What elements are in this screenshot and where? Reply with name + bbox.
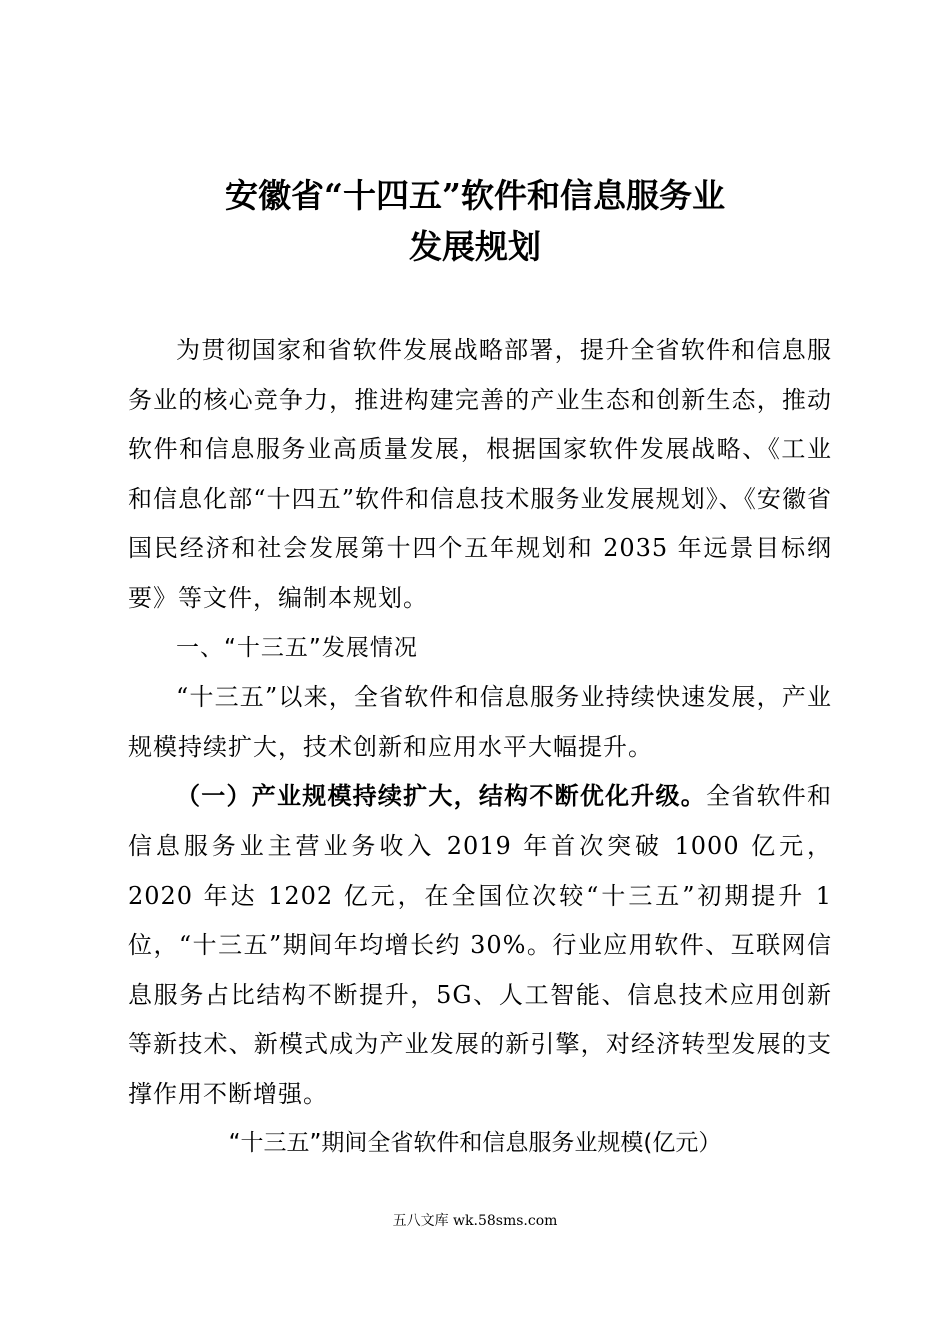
- document-body: [128, 326, 832, 1120]
- subsection-1-heading: （一）产业规模持续扩大，结构不断优化升级。: [176, 782, 707, 811]
- section-heading-1: 一、“十三五”发展情况: [176, 634, 418, 661]
- document-title-line1: 安徽省“十四五”软件和信息服务业: [225, 176, 725, 215]
- section1-paragraph: “十三五”以来，全省软件和信息服务业持续快速发展，产业规模持续扩大，技术创新和应用水平大幅提升。: [128, 683, 832, 761]
- intro-paragraph: 为贯彻国家和省软件发展战略部署，提升全省软件和信息服务业的核心竞争力，推进构建完善的产业生态和创新生态，推动软件和信息服务业高质量发展，根据国家软件发展战略、《工业和信息化部“十四五”软件和信息技术服务业发展规划》、《安徽省国民经济和社会发展第十四个五年规划和 2035 年远景目标纲要》等文件，编制本规划。: [128, 336, 832, 612]
- subsection-1-text: 全省软件和信息服务业主营业务收入 2019 年首次突破 1000 亿元，2020 年达 1202 亿元，在全国位次较“十三五”初期提升 1 位，“十三五”期间年均增长约 30%。行业应用软件、互联网信息服务占比结构不断提升，5G、人工智能、信息技术应用创新等新技术、新模式成为产业发展的新引擎，对经济转型发展的支撑作用不断增强。: [128, 782, 833, 1108]
- subsection-1-paragraph: [128, 772, 832, 1119]
- table-caption: “十三五”期间全省软件和信息服务业规模(亿元）: [228, 1130, 722, 1156]
- document-title-line2: 发展规划: [409, 227, 541, 266]
- footer-watermark: 五八文库 wk.58sms.com: [392, 1213, 558, 1229]
